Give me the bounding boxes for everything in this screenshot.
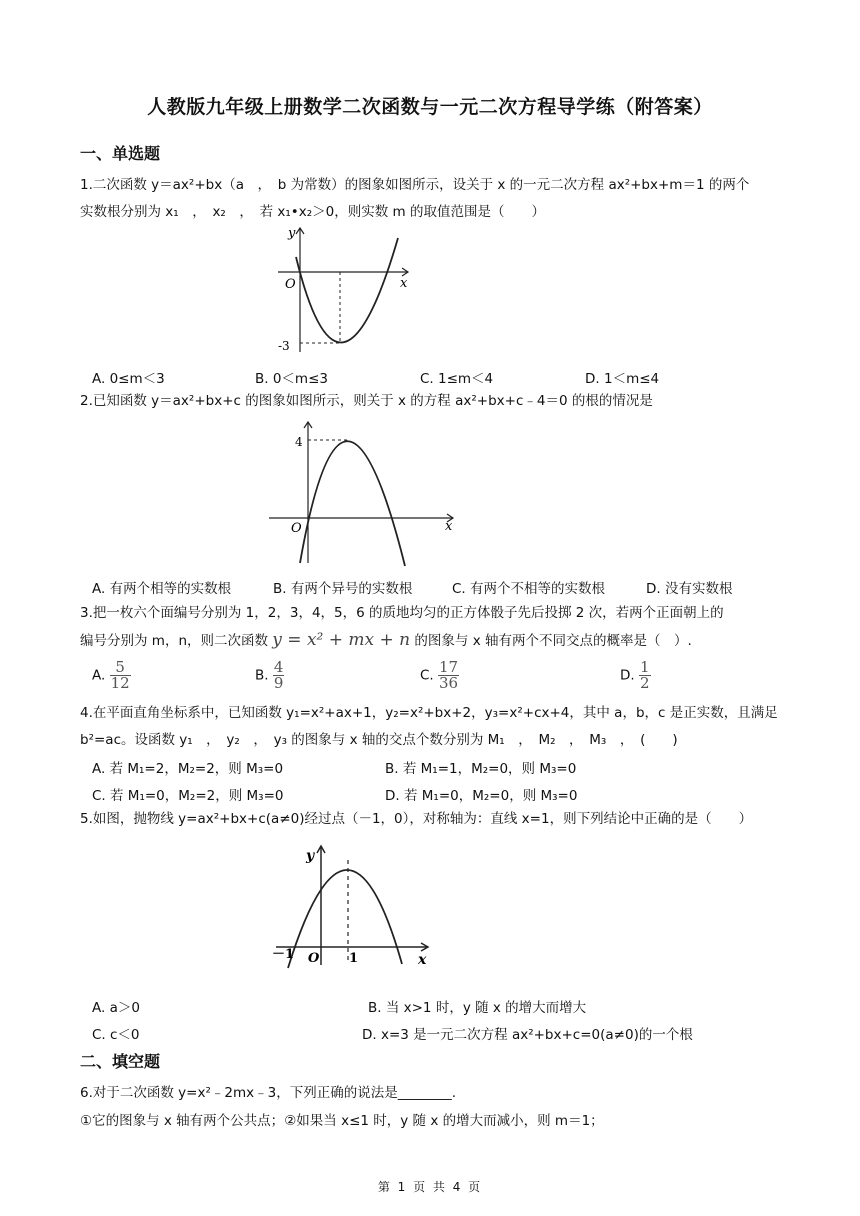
q2-origin-label: O: [291, 521, 302, 536]
section-heading-fill-blank: 二、填空题: [80, 1052, 161, 1071]
question-1-option-c[interactable]: C. 1≤m＜4: [420, 371, 494, 387]
page-title: 人教版九年级上册数学二次函数与一元二次方程导学练（附答案）: [147, 96, 713, 118]
question-1-option-b[interactable]: B. 0＜m≤3: [255, 371, 328, 387]
question-5-option-b[interactable]: B. 当 x>1 时，y 随 x 的增大而增大: [368, 1000, 587, 1016]
question-5-option-c[interactable]: C. c＜0: [92, 1027, 140, 1043]
question-3-option-c[interactable]: [420, 660, 459, 691]
question-6-text-line-2: [80, 1111, 604, 1131]
question-5-option-a[interactable]: A. a＞0: [92, 1000, 140, 1016]
option-label: B.: [255, 667, 269, 684]
numerator: 17: [439, 658, 459, 676]
question-3-line-2-start: 编号分别为 m，n，则二次函数: [80, 633, 268, 649]
question-6-text-line-1: 6.对于二次函数 y=x²﹣2mx﹣3，下列正确的说法是________.: [80, 1085, 456, 1101]
question-1-option-d[interactable]: D. 1＜m≤4: [585, 371, 660, 387]
question-4-option-d[interactable]: D. 若 M₁=0，M₂=0，则 M₃=0: [385, 788, 578, 804]
question-3-text-line-2: [80, 630, 692, 651]
question-5-option-d[interactable]: D. x=3 是一元二次方程 ax²+bx+c=0(a≠0)的一个根: [362, 1027, 693, 1043]
option-label: D.: [620, 667, 635, 684]
question-1-parabola-graph: [270, 222, 420, 357]
statement-1-text: 它的图象与 x 轴有两个公共点；: [92, 1113, 285, 1129]
q1-y-axis-label: y: [288, 226, 296, 241]
question-3-option-a[interactable]: [92, 660, 131, 691]
question-2-text-line-1: 2.已知函数 y＝ax²+bx+c 的图象如图所示，则关于 x 的方程 ax²+bx+c﹣4＝0 的根的情况是: [80, 393, 653, 409]
q5-origin-label: O: [308, 951, 320, 966]
numerator: 4: [273, 658, 284, 676]
statement-1-marker: ①: [80, 1113, 93, 1129]
page-footer: 第 1 页 共 4 页: [377, 1180, 483, 1194]
question-3-option-d[interactable]: [620, 660, 651, 691]
question-1-text-line-2: 实数根分别为 x₁ ， x₂ ， 若 x₁•x₂＞0，则实数 m 的取值范围是（ ）: [80, 204, 545, 220]
question-4-option-b[interactable]: B. 若 M₁=1，M₂=0，则 M₃=0: [385, 761, 577, 777]
fraction: [110, 660, 131, 691]
fraction: [273, 660, 285, 691]
denominator: 2: [639, 674, 650, 692]
fraction: [639, 660, 651, 691]
question-2-parabola-graph: [265, 418, 460, 568]
q1-min-label: -3: [278, 339, 290, 353]
question-5-text-line-1: 5.如图，抛物线 y=ax²+bx+c(a≠0)经过点（－1，0），对称轴为：直线 x=1，则下列结论中正确的是（ ）: [80, 811, 753, 827]
statement-2-text: 如果当 x≤1 时，y 随 x 的增大而减小，则 m＝1；: [296, 1113, 604, 1129]
question-3-line-2-end: 的图象与 x 轴有两个不同交点的概率是（ ）.: [414, 633, 692, 649]
denominator: 9: [273, 674, 284, 692]
question-5-parabola-graph: [270, 840, 435, 970]
q2-x-axis-label: x: [445, 519, 453, 534]
q5-neg-one-label: －1: [272, 947, 295, 962]
option-label: A.: [92, 667, 106, 684]
question-2-option-b[interactable]: B. 有两个异号的实数根: [273, 581, 413, 597]
statement-2-marker: ②: [284, 1113, 297, 1129]
q2-max-label: 4: [295, 435, 303, 449]
question-1-option-a[interactable]: A. 0≤m＜3: [92, 371, 165, 387]
q1-origin-label: O: [285, 277, 296, 292]
question-4-option-c[interactable]: C. 若 M₁=0，M₂=2，则 M₃=0: [92, 788, 284, 804]
q1-x-axis-label: x: [400, 276, 408, 291]
fraction: [438, 660, 459, 691]
question-2-option-d[interactable]: D. 没有实数根: [646, 581, 733, 597]
numerator: 1: [639, 658, 650, 676]
question-3-text-line-1: 3.把一枚六个面编号分别为 1，2，3，4，5，6 的质地均匀的正方体骰子先后投掷 2 次，若两个正面朝上的: [80, 605, 724, 621]
question-4-text-line-2: b²=ac。设函数 y₁ ， y₂ ， y₃ 的图象与 x 轴的交点个数分别为 M₁ ， M₂ ， M₃ ， ( ): [80, 732, 678, 748]
denominator: 12: [110, 674, 130, 692]
numerator: 5: [110, 660, 131, 676]
question-1-text-line-1: 1.二次函数 y＝ax²+bx（a ， b 为常数）的图象如图所示，设关于 x 的一元二次方程 ax²+bx+m＝1 的两个: [80, 177, 750, 193]
question-2-option-c[interactable]: C. 有两个不相等的实数根: [452, 581, 606, 597]
denominator: 36: [439, 674, 459, 692]
question-4-text-line-1: 4.在平面直角坐标系中，已知函数 y₁=x²+ax+1，y₂=x²+bx+2，y₃=x²+cx+4，其中 a，b，c 是正实数，且满足: [80, 705, 778, 721]
question-3-formula: y = x² + mx + n: [272, 630, 411, 650]
option-label: C.: [420, 667, 434, 684]
question-4-option-a[interactable]: A. 若 M₁=2，M₂=2，则 M₃=0: [92, 761, 284, 777]
question-3-option-b[interactable]: [255, 660, 284, 691]
q5-y-axis-label: y: [306, 848, 315, 864]
q5-one-label: 1: [349, 951, 359, 966]
question-2-option-a[interactable]: A. 有两个相等的实数根: [92, 581, 232, 597]
q5-x-axis-label: x: [418, 952, 427, 968]
section-heading-single-choice: 一、单选题: [80, 144, 161, 163]
